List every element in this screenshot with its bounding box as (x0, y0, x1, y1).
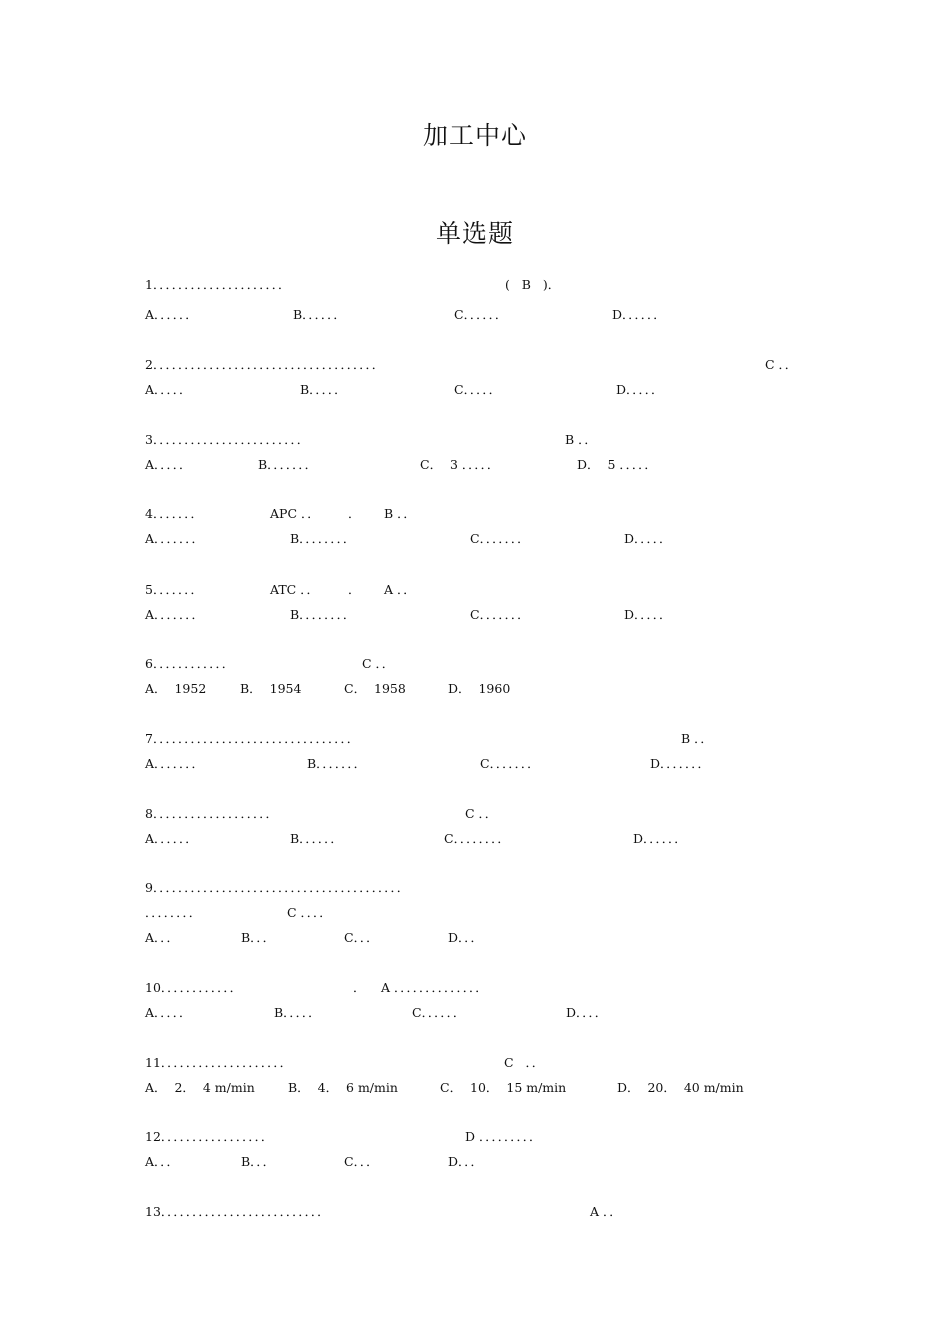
question-stem-segment: 12．．．．．．．．．．．．．．．．． (145, 1129, 274, 1144)
question-options-segment: C． 1958 (344, 681, 406, 696)
question-stem-continuation-segment: ．．．．．．．． (145, 905, 202, 920)
question-stem-segment: ( B )． (505, 277, 561, 292)
question-options-segment: A．．． (145, 1154, 180, 1169)
question-options-segment: C．．．．． (454, 382, 502, 397)
question-stem-segment: ． (348, 506, 361, 521)
question-options-segment: A．．．．．．． (145, 607, 205, 622)
question-options-segment: A．．．．． (145, 1005, 192, 1020)
question-options-segment: D．．．．．．． (650, 756, 711, 771)
question-options-segment: B． 4． 6 m/min (288, 1080, 398, 1095)
question-stem-segment: C ．． (465, 806, 498, 821)
question-options-segment: D．．．．． (624, 531, 672, 546)
question-options-segment: B． 1954 (240, 681, 302, 696)
question-options-segment: C．．．．．．． (480, 756, 540, 771)
question-stem-segment: B ．． (681, 731, 713, 746)
question-stem-segment: A ．． (590, 1204, 622, 1219)
question-stem-segment: C ．． (504, 1055, 545, 1070)
question-stem-segment: 3．．．．．．．．．．．．．．．．．．．．．．．． (145, 432, 310, 447)
question-options-segment: A．．．．．． (145, 307, 198, 322)
question-options-segment: C．．．．．．．． (444, 831, 510, 846)
question-stem-segment: 8．．．．．．．．．．．．．．．．．．． (145, 806, 278, 821)
question-options-segment: D．．．． (566, 1005, 608, 1020)
question-options-segment: B．．． (241, 930, 276, 945)
question-stem-segment: 10．．．．．．．．．．．． (145, 980, 243, 995)
question-options-segment: D．．．．．． (612, 307, 666, 322)
question-options-segment: D． 20． 40 m/min (617, 1080, 744, 1095)
question-stem-segment: APC ．． (270, 506, 320, 521)
question-options-segment: A．．．．． (145, 382, 192, 397)
question-options-segment: D． 1960 (448, 681, 511, 696)
question-options-segment: C．．．．．． (412, 1005, 466, 1020)
question-options-segment: B．．．．．．． (307, 756, 367, 771)
question-stem-segment: 4．．．．．．． (145, 506, 203, 521)
question-options-segment: B．．．．． (300, 382, 347, 397)
section-title: 单选题 (435, 219, 514, 248)
question-options-segment: B．．．．．．．． (290, 531, 356, 546)
question-options-segment: D．．．．．． (633, 831, 687, 846)
question-options-segment: B．．．．．．． (258, 457, 318, 472)
question-options-segment: C．．． (344, 1154, 379, 1169)
question-stem-segment: ． (353, 980, 366, 995)
question-options-segment: A． 2． 4 m/min (145, 1080, 255, 1095)
question-options-segment: C． 10． 15 m/min (440, 1080, 567, 1095)
question-options-segment: C．．．．．．． (470, 531, 530, 546)
question-options-segment: A． 1952 (145, 681, 207, 696)
question-stem-segment: C ．． (362, 656, 395, 671)
document-title: 加工中心 (422, 121, 527, 150)
question-stem-segment: B ．． (384, 506, 416, 521)
question-options-segment: B．．．．．． (290, 831, 343, 846)
question-stem-segment: 11．．．．．．．．．．．．．．．．．．．． (145, 1055, 293, 1070)
question-options-segment: C．．．．．．． (470, 607, 530, 622)
question-options-segment: D．．．．． (624, 607, 672, 622)
question-stem-segment: 2．．．．．．．．．．．．．．．．．．．．．．．．．．．．．．．．．．．． (145, 357, 385, 372)
question-stem-segment: A ．． (384, 582, 416, 597)
question-options-segment: A．．．．．．． (145, 756, 205, 771)
question-options-segment: C．．． (344, 930, 379, 945)
question-stem-segment: A ．．．．．．．．．．．．．． (381, 980, 488, 995)
question-stem-segment: 9．．．．．．．．．．．．．．．．．．．．．．．．．．．．．．．．．．．．．．．． (145, 880, 410, 895)
question-stem-segment: ATC ．． (270, 582, 319, 597)
question-stem-segment: B ．． (565, 432, 597, 447)
question-stem-segment: C ．． (765, 357, 798, 372)
question-options-segment: A．．．．．．． (145, 531, 205, 546)
question-options-segment: D．．． (448, 1154, 484, 1169)
question-options-segment: D．．． (448, 930, 484, 945)
question-options-segment: C．．．．．． (454, 307, 508, 322)
question-stem-segment: 5．．．．．．． (145, 582, 203, 597)
question-options-segment: B．．．．．．．． (290, 607, 356, 622)
question-stem-continuation-segment: C ．．．． (287, 905, 332, 920)
question-options-segment: D． 5 ．．．．． (577, 457, 657, 472)
question-options-segment: B．．．．．． (293, 307, 346, 322)
question-stem-segment: 13．．．．．．．．．．．．．．．．．．．．．．．．．． (145, 1204, 330, 1219)
question-options-segment: A．．． (145, 930, 180, 945)
question-options-segment: A．．．．． (145, 457, 192, 472)
question-options-segment: A．．．．．． (145, 831, 198, 846)
question-stem-segment: 6．．．．．．．．．．．． (145, 656, 235, 671)
question-options-segment: B．．．．． (274, 1005, 321, 1020)
question-stem-segment: 1．．．．．．．．．．．．．．．．．．．．． (145, 277, 291, 292)
question-options-segment: C． 3 ．．．．． (420, 457, 500, 472)
question-options-segment: B．．． (241, 1154, 276, 1169)
question-stem-segment: ． (348, 582, 361, 597)
question-options-segment: D．．．．． (616, 382, 664, 397)
question-stem-segment: 7．．．．．．．．．．．．．．．．．．．．．．．．．．．．．．．． (145, 731, 360, 746)
question-stem-segment: D ．．．．．．．．． (465, 1129, 542, 1144)
